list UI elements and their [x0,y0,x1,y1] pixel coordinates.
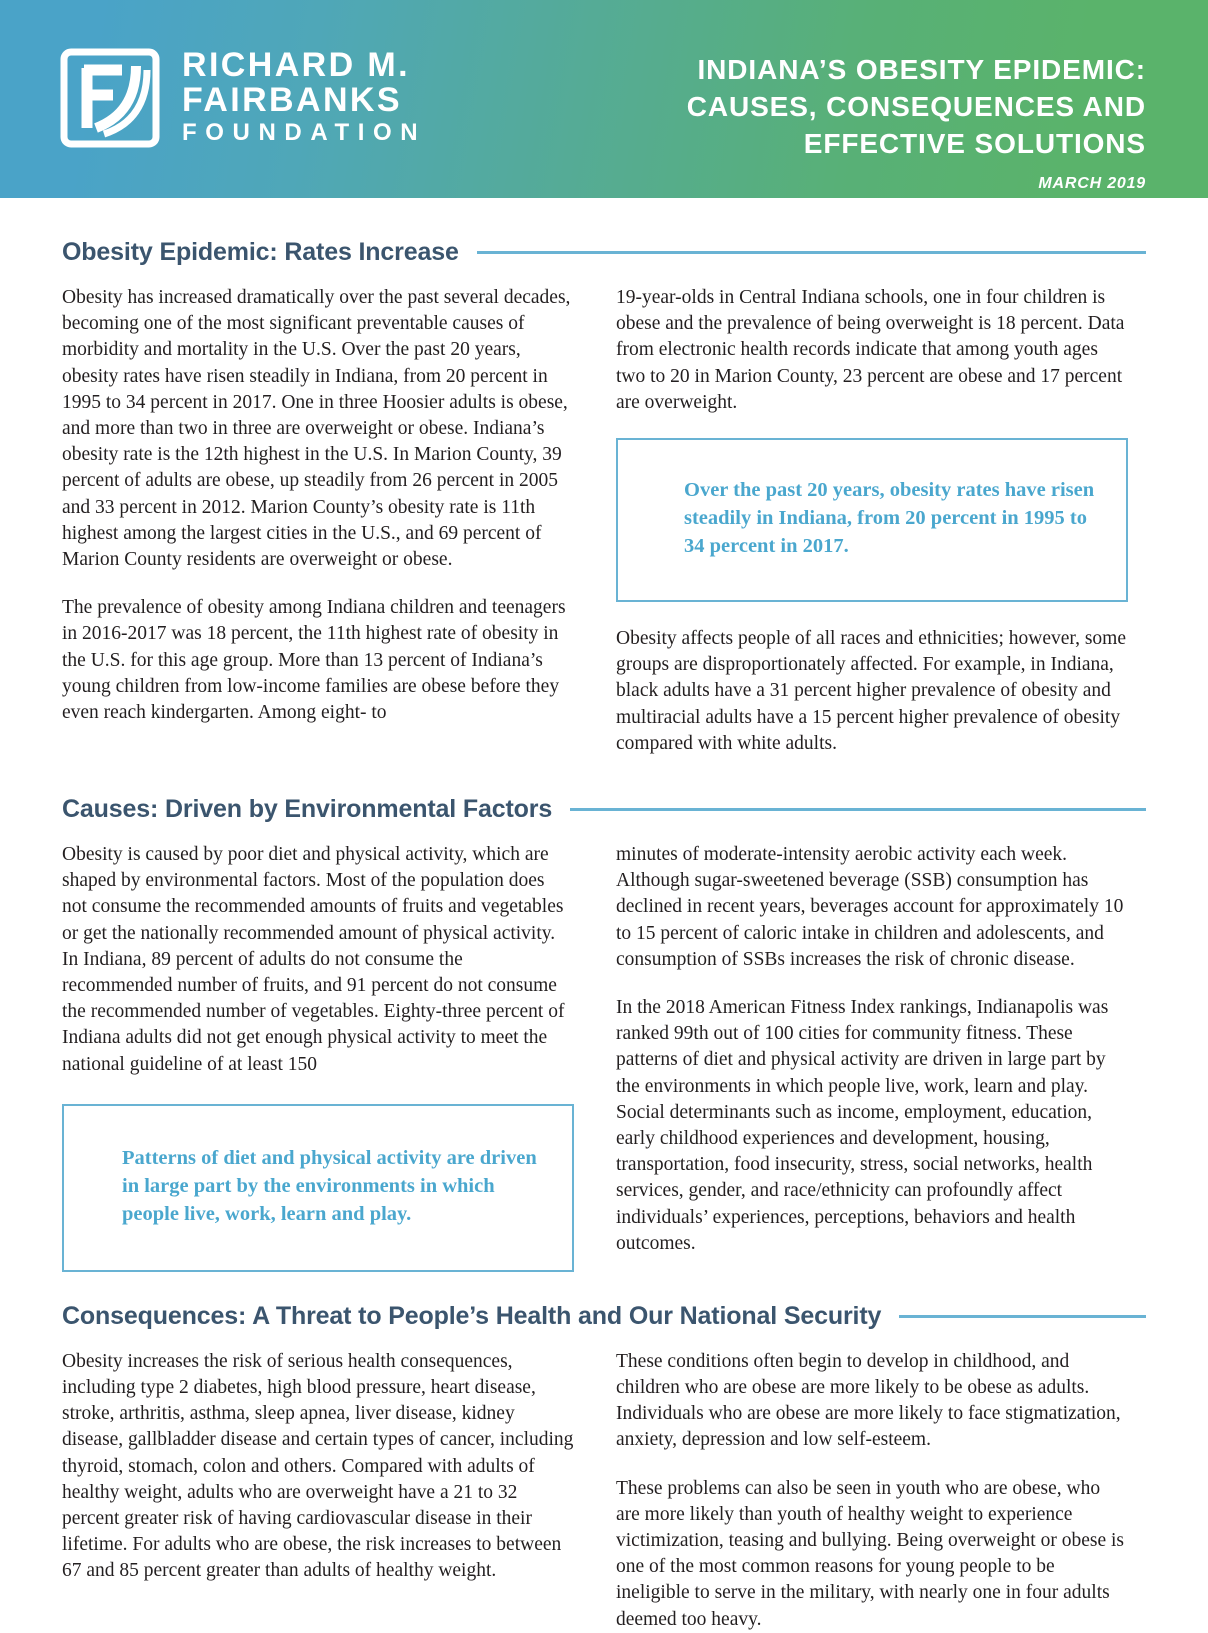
paragraph: In the 2018 American Fitness Index rankings, Indianapolis was ranked 99th out of 100 cities for community fitness. These patterns of diet and physical activity are driven in large part by the environments in which people live, work, learn and play. Social determinants such as income, employment, education, early childhood experiences and development, housing, transportation, food insecurity, stress, social networks, health services, gender, and race/ethnicity can profoundly affect individuals’ experiences, perceptions, behaviors and health outcomes. [616,997,1109,1254]
document-body [0,238,1208,1633]
section-causes [62,795,1146,1272]
logo-line-1: RICHARD M. [182,46,410,85]
logo-line-3: FOUNDATION [182,118,427,146]
paragraph: Obesity is caused by poor diet and physical activity, which are shaped by environmental factors. Most of the population does not consume the recommended amounts of fruits and vegetables or get the nationally recommended amount of physical activity. In Indiana, 89 percent of adults do not consume the recommended number of fruits, and 91 percent do not consume the recommended number of vegetables. Eighty-three percent of Indiana adults did not get enough physical activity to meet the national guideline of at least 150 [62,844,565,1075]
pull-quote-box [616,438,1128,602]
foundation-logo [60,48,426,148]
section-header [62,1302,1146,1331]
paragraph: 19-year-olds in Central Indiana schools, one in four children is obese and the prevalence of being overweight is 18 percent. Data from electronic health records indicate that among youth ages two to 20 in Marion County, 23 percent are obese and 17 percent are overweight. [616,287,1125,413]
logo-line-2: FAIRBANKS [182,81,402,119]
document-title-block [687,52,1146,193]
paragraph: Obesity affects people of all races and ethnicities; however, some groups are disproportionately affected. For example, in Indiana, black adults have a 31 percent higher prevalence of obesity and multiracial adults have a 15 percent higher prevalence of obesity compared with white adults. [616,628,1127,754]
paragraph: The prevalence of obesity among Indiana children and teenagers in 2016-2017 was 18 percent, the 11th highest rate of obesity in the U.S. for this age group. More than 13 percent of Indiana’s young children from low-income families are obese before they even reach kindergarten. Among eight- to [62,597,566,724]
document-title-line-2: CAUSES, CONSEQUENCES AND [686,90,1146,122]
section-obesity-epidemic [62,238,1146,757]
two-column-layout [62,1349,1146,1633]
left-column [62,1349,574,1633]
fairbanks-monogram-icon [60,48,160,148]
section-header [62,238,1146,267]
logo-wordmark [182,48,426,147]
document-title-line-3: EFFECTIVE SOLUTIONS [803,127,1146,159]
section-title: Obesity Epidemic: Rates Increase [62,238,459,266]
pull-quote-text: Over the past 20 years, obesity rates have risen steadily in Indiana, from 20 percent in 1995 to 34 percent in 2017. [684,479,1095,558]
paragraph: minutes of moderate-intensity aerobic activity each week. Although sugar-sweetened beverage (SSB) consumption has declined in recent years, beverages account for approximately 10 to 15 percent of caloric intake in children and adolescents, and consumption of SSBs increases the risk of chronic disease. [616,844,1124,970]
page-header [0,0,1208,198]
pull-quote-text: Patterns of diet and physical activity are driven in large part by the environments in which people live, work, learn and play. [122,1146,537,1225]
section-consequences [62,1302,1146,1633]
document-title-line-1: INDIANA’S OBESITY EPIDEMIC: [697,54,1146,85]
section-rule [570,808,1146,811]
paragraph: These problems can also be seen in youth who are obese, who are more likely than youth of healthy weight to experience victimization, teasing and bullying. Being overweight or obese is one of the most common reasons for young people to be ineligible to serve in the military, with nearly one in four adults deemed too heavy. [616,1477,1124,1630]
section-rule [477,251,1146,254]
pull-quote-box [62,1104,574,1272]
left-column [62,842,574,1272]
two-column-layout [62,285,1146,757]
paragraph: These conditions often begin to develop in childhood, and children who are obese are more likely to be obese as adults. Individuals who are obese are more likely to face stigmatization, anxiety, depression and low self-esteem. [616,1350,1121,1451]
right-column [616,1349,1128,1633]
paragraph: Obesity increases the risk of serious health consequences, including type 2 diabetes, high blood pressure, heart disease, stroke, arthritis, asthma, sleep apnea, liver disease, kidney disease, gallbladder disease and certain types of cancer, including thyroid, stomach, colon and others. Compared with adults of healthy weight, adults who are overweight have a 21 to 32 percent greater risk of having cardiovascular disease in their lifetime. For adults who are obese, the risk increases to between 67 and 85 percent greater than adults of healthy weight. [62,1350,574,1582]
two-column-layout [62,842,1146,1272]
right-column [616,842,1128,1272]
document-date: MARCH 2019 [1038,174,1146,192]
paragraph: Obesity has increased dramatically over the past several decades, becoming one of the most significant preventable causes of morbidity and mortality in the U.S. Over the past 20 years, obesity rates have risen steadily in Indiana, from 20 percent in 1995 to 34 percent in 2017. One in three Hoosier adults is obese, and more than two in three are overweight or obese. Indiana’s obesity rate is the 12th highest in the U.S. In Marion County, 39 percent of adults are obese, up steadily from 26 percent in 2005 and 33 percent in 2012. Marion County’s obesity rate is 11th highest among the largest cities in the U.S., and 69 percent of Marion County residents are overweight or obese. [62,287,571,571]
section-header [62,795,1146,824]
section-rule [899,1315,1146,1318]
section-title: Causes: Driven by Environmental Factors [62,795,553,824]
right-column [616,285,1128,757]
left-column [62,285,574,757]
section-title: Consequences: A Threat to People’s Health and Our National Security [62,1301,882,1330]
